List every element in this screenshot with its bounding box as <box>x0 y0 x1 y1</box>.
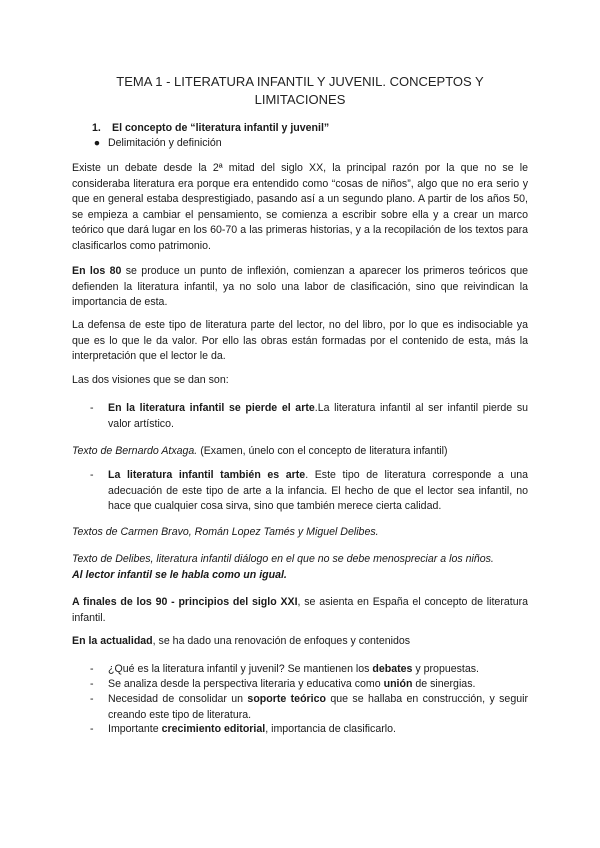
paragraph-1: Existe un debate desde la 2ª mitad del siglo XX, la principal razón por la que no se le consideraba literatura era porque era entendido como “cosas de niños”, algo que no era serio y que en general estaba desprestigiado, pasando así a un segundo plano. A partir de los años 50, se empieza a cambiar el pensamiento, se comienza a escribir sobre ella y a crear un marco teórico que dará lugar en los 60-70 a las primeras historias, y a la recopilación de los textos para clasificarlos como patrimonio. <box>72 162 528 252</box>
list-item-bold: soporte teórico <box>247 693 326 705</box>
list-item-bold: debates <box>372 663 413 675</box>
list-item <box>90 692 528 723</box>
list-item-text: Importante <box>108 723 162 735</box>
paragraph-6-bold: En la actualidad <box>72 635 153 647</box>
list-item <box>90 722 528 738</box>
bullet-dot-icon: ● <box>93 137 101 149</box>
section-heading <box>92 121 528 137</box>
list-item-text: de sinergias. <box>412 678 476 690</box>
delibes-italic: Texto de Delibes, literatura infantil diálogo en el que no se debe menospreciar a los niños. <box>72 553 494 565</box>
paragraph-2-bold: En los 80 <box>72 265 122 277</box>
delibes-bold-italic: Al lector infantil se le habla como un igual. <box>72 568 287 581</box>
subsection-text: Delimitación y definición <box>108 137 222 149</box>
list-item-text: Se analiza desde la perspectiva literaria y educativa como <box>108 678 384 690</box>
list-item-bold: crecimiento editorial <box>161 723 266 735</box>
list-item-text: ¿Qué es la literatura infantil y juvenil? Se mantienen los <box>108 663 373 675</box>
list-item-text: Necesidad de consolidar un <box>108 693 248 705</box>
dash-marker: - <box>90 693 94 705</box>
paragraph-5-text: , se asienta en España el concepto de literatura infantil. <box>72 596 529 624</box>
list-item <box>90 662 528 678</box>
vision-1-bold: En la literatura infantil se pierde el arte <box>108 402 315 414</box>
subsection-bullet <box>86 136 528 152</box>
atxaga-note <box>72 444 528 460</box>
textos-note: Textos de Carmen Bravo, Román Lopez Tamés y Miguel Delibes. <box>72 526 379 538</box>
dash-marker: - <box>90 678 94 690</box>
vision-item-2 <box>90 468 528 515</box>
paragraph-2 <box>72 264 528 311</box>
paragraph-4: Las dos visiones que se dan son: <box>72 374 229 386</box>
list-item-text: que se hallaba en construcción, y seguir creando este tipo de literatura. <box>108 693 528 721</box>
dash-marker: - <box>90 402 94 414</box>
section-heading-text: El concepto de “literatura infantil y juvenil” <box>112 122 330 134</box>
title-line-1: TEMA 1 - LITERATURA INFANTIL Y JUVENIL. CONCEPTOS Y <box>116 74 484 89</box>
section-number: 1. <box>92 122 101 134</box>
paragraph-2-text: se produce un punto de inflexión, comienzan a aparecer los primeros teóricos que defienden la literatura infantil, ya no solo una labor de clasificación, sino que reivindican la importancia de esta. <box>72 265 529 308</box>
list-item <box>90 677 528 693</box>
list-item-bold: unión <box>383 678 413 690</box>
paragraph-5 <box>72 595 528 626</box>
dash-marker: - <box>90 723 94 735</box>
paragraph-6 <box>72 634 528 650</box>
list-item-text: y propuestas. <box>412 663 479 675</box>
vision-2-bold: La literatura infantil también es arte <box>108 469 306 481</box>
delibes-note <box>72 552 528 583</box>
paragraph-5-bold: A finales de los 90 - principios del siglo XXI <box>72 596 298 608</box>
vision-1-text: .La literatura infantil al ser infantil pierde su valor artístico. <box>108 402 529 430</box>
vision-item-1 <box>90 401 528 432</box>
page-title <box>60 73 540 109</box>
paragraph-6-text: , se ha dado una renovación de enfoques y contenidos <box>152 635 411 647</box>
list-item-text: , importancia de clasificarlo. <box>265 723 396 735</box>
title-line-2: LIMITACIONES <box>254 92 346 107</box>
dash-marker: - <box>90 469 94 481</box>
atxaga-text: (Examen, únelo con el concepto de literatura infantil) <box>197 445 448 457</box>
dash-marker: - <box>90 663 94 675</box>
vision-2-text: . Este tipo de literatura corresponde a una adecuación de este tipo de arte a la infancia. El hecho de que el lector sea infantil, no hace que cualquier cosa sirva, sino que también merece cierta calidad. <box>108 469 528 512</box>
paragraph-3: La defensa de este tipo de literatura parte del lector, no del libro, por lo que es indisociable ya que es lo que le da valor. Por ello las obras están formadas por el contenido de esta, más la interpretación que el lector le da. <box>72 319 528 362</box>
atxaga-italic: Texto de Bernardo Atxaga. <box>72 445 198 457</box>
